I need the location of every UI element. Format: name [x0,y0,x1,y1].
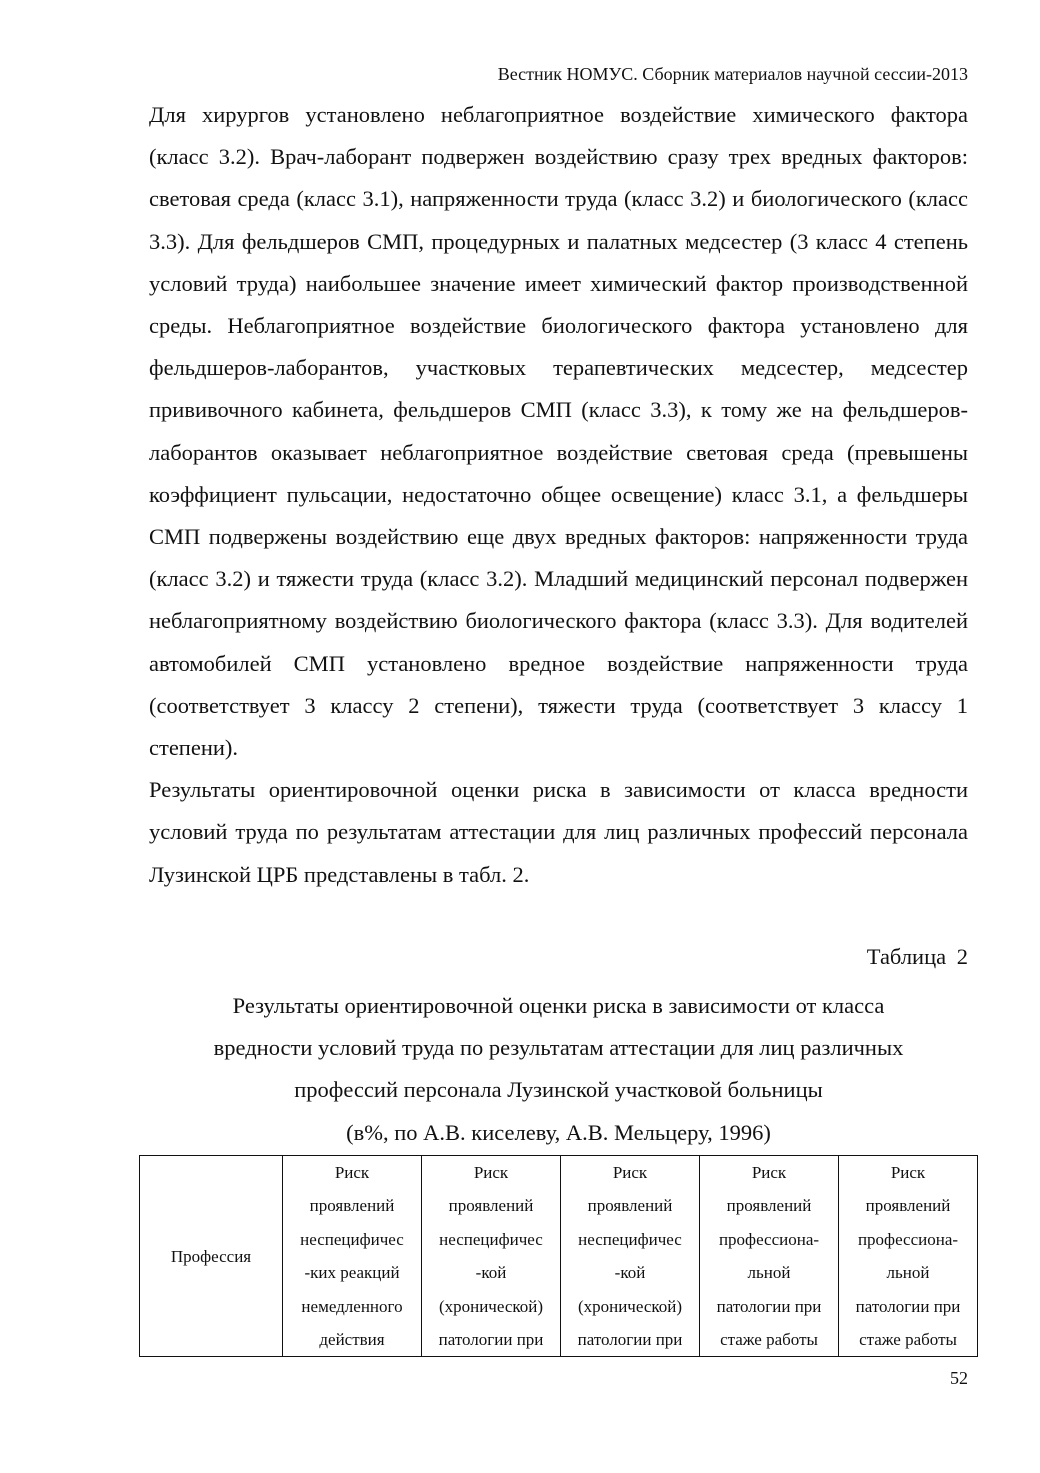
table-caption [149,985,968,1154]
paragraph: Для хирургов установлено неблагоприятное воздействие химического фактора (класс 3.2). Врач-лаборант подвержен воздействию сразу трех вредных факторов: световая среда (класс 3.1), напряженности труда (класс 3.2) и биологического (класс 3.3). Для фельдшеров СМП, процедурных и палатных медсестер (3 класс 4 степень условий труда) наибольшее значение имеет химический фактор производственной среды. Неблагоприятное воздействие биологического фактора установлено для фельдшеров-лаборантов, участковых терапевтических медсестер, медсестер прививочного кабинета, фельдшеров СМП (класс 3.3), к тому же на фельдшеров-лаборантов оказывает неблагоприятное воздействие световая среда (превышены коэффициент пульсации, недостаточно общее освещение) класс 3.1, а фельдшеры СМП подвержены воздействию еще двух вредных факторов: напряженности труда (класс 3.2) и тяжести труда (класс 3.2). Младший медицинский персонал подвержен неблагоприятному воздействию биологического фактора (класс 3.3). Для водителей автомобилей СМП установлено вредное воздействие напряженности труда (соответствует 3 классу 2 степени), тяжести труда (соответствует 3 классу 1 степени). [149,102,968,761]
profession-header: Профессия [140,1156,283,1357]
header-line: профессиона- [718,1229,820,1249]
table-header-row [140,1156,978,1357]
header-line: (хронической) [577,1296,683,1316]
header-line: Риск [890,1163,926,1182]
header-line: проявлений [448,1196,534,1216]
header-line: проявлений [726,1196,812,1216]
header-line: проявлений [309,1196,395,1216]
page-number: 52 [950,1368,968,1388]
header-line: проявлений [587,1196,673,1216]
header-line: неспецифичес [578,1229,682,1249]
header-line: Риск [473,1163,509,1182]
header-line: стаже работы [720,1330,818,1350]
header-line: неспецифичес [439,1229,543,1249]
header-line: профессиона- [857,1229,959,1249]
header-line: -кой [614,1263,646,1283]
header-line: льной [747,1263,791,1283]
header-line: патологии при [577,1330,683,1350]
caption-line: вредности условий труда по результатам аттестации для лиц различных [213,1035,904,1061]
header-line: неспецифичес [300,1229,404,1249]
header-line: проявлений [865,1196,951,1216]
column-header-1 [283,1156,422,1357]
table-label: Таблица 2 [866,944,968,969]
header-line: Риск [334,1163,370,1182]
header-line: патологии при [716,1296,822,1316]
header-line: льной [886,1263,930,1283]
header-line: действия [319,1330,385,1350]
header-line: патологии при [438,1330,544,1350]
header-line: Риск [751,1163,787,1182]
header-line: немедленного [301,1296,403,1316]
risk-table [139,1155,978,1357]
caption-line: профессий персонала Лузинской участковой больницы [294,1077,823,1103]
header-line: патологии при [855,1296,961,1316]
header-line: стаже работы [859,1330,957,1350]
column-header-4 [700,1156,839,1357]
running-header: Вестник НОМУС. Сборник материалов научной сессии-2013 [497,64,968,84]
header-line: (хронической) [438,1296,544,1316]
header-line: Риск [612,1163,648,1182]
body-text [149,94,968,896]
column-header-5 [839,1156,978,1357]
caption-line: Результаты ориентировочной оценки риска в зависимости от класса [232,993,885,1018]
column-header-3 [561,1156,700,1357]
paragraph: Результаты ориентировочной оценки риска в зависимости от класса вредности условий труда по результатам аттестации для лиц различных профессий персонала Лузинской ЦРБ представлены в табл. 2. [149,777,968,887]
column-header-2 [422,1156,561,1357]
header-line: -ких реакций [304,1263,400,1283]
header-line: -кой [475,1263,507,1283]
caption-line: (в%, по А.В. киселеву, А.В. Мельцеру, 1996) [346,1119,771,1145]
